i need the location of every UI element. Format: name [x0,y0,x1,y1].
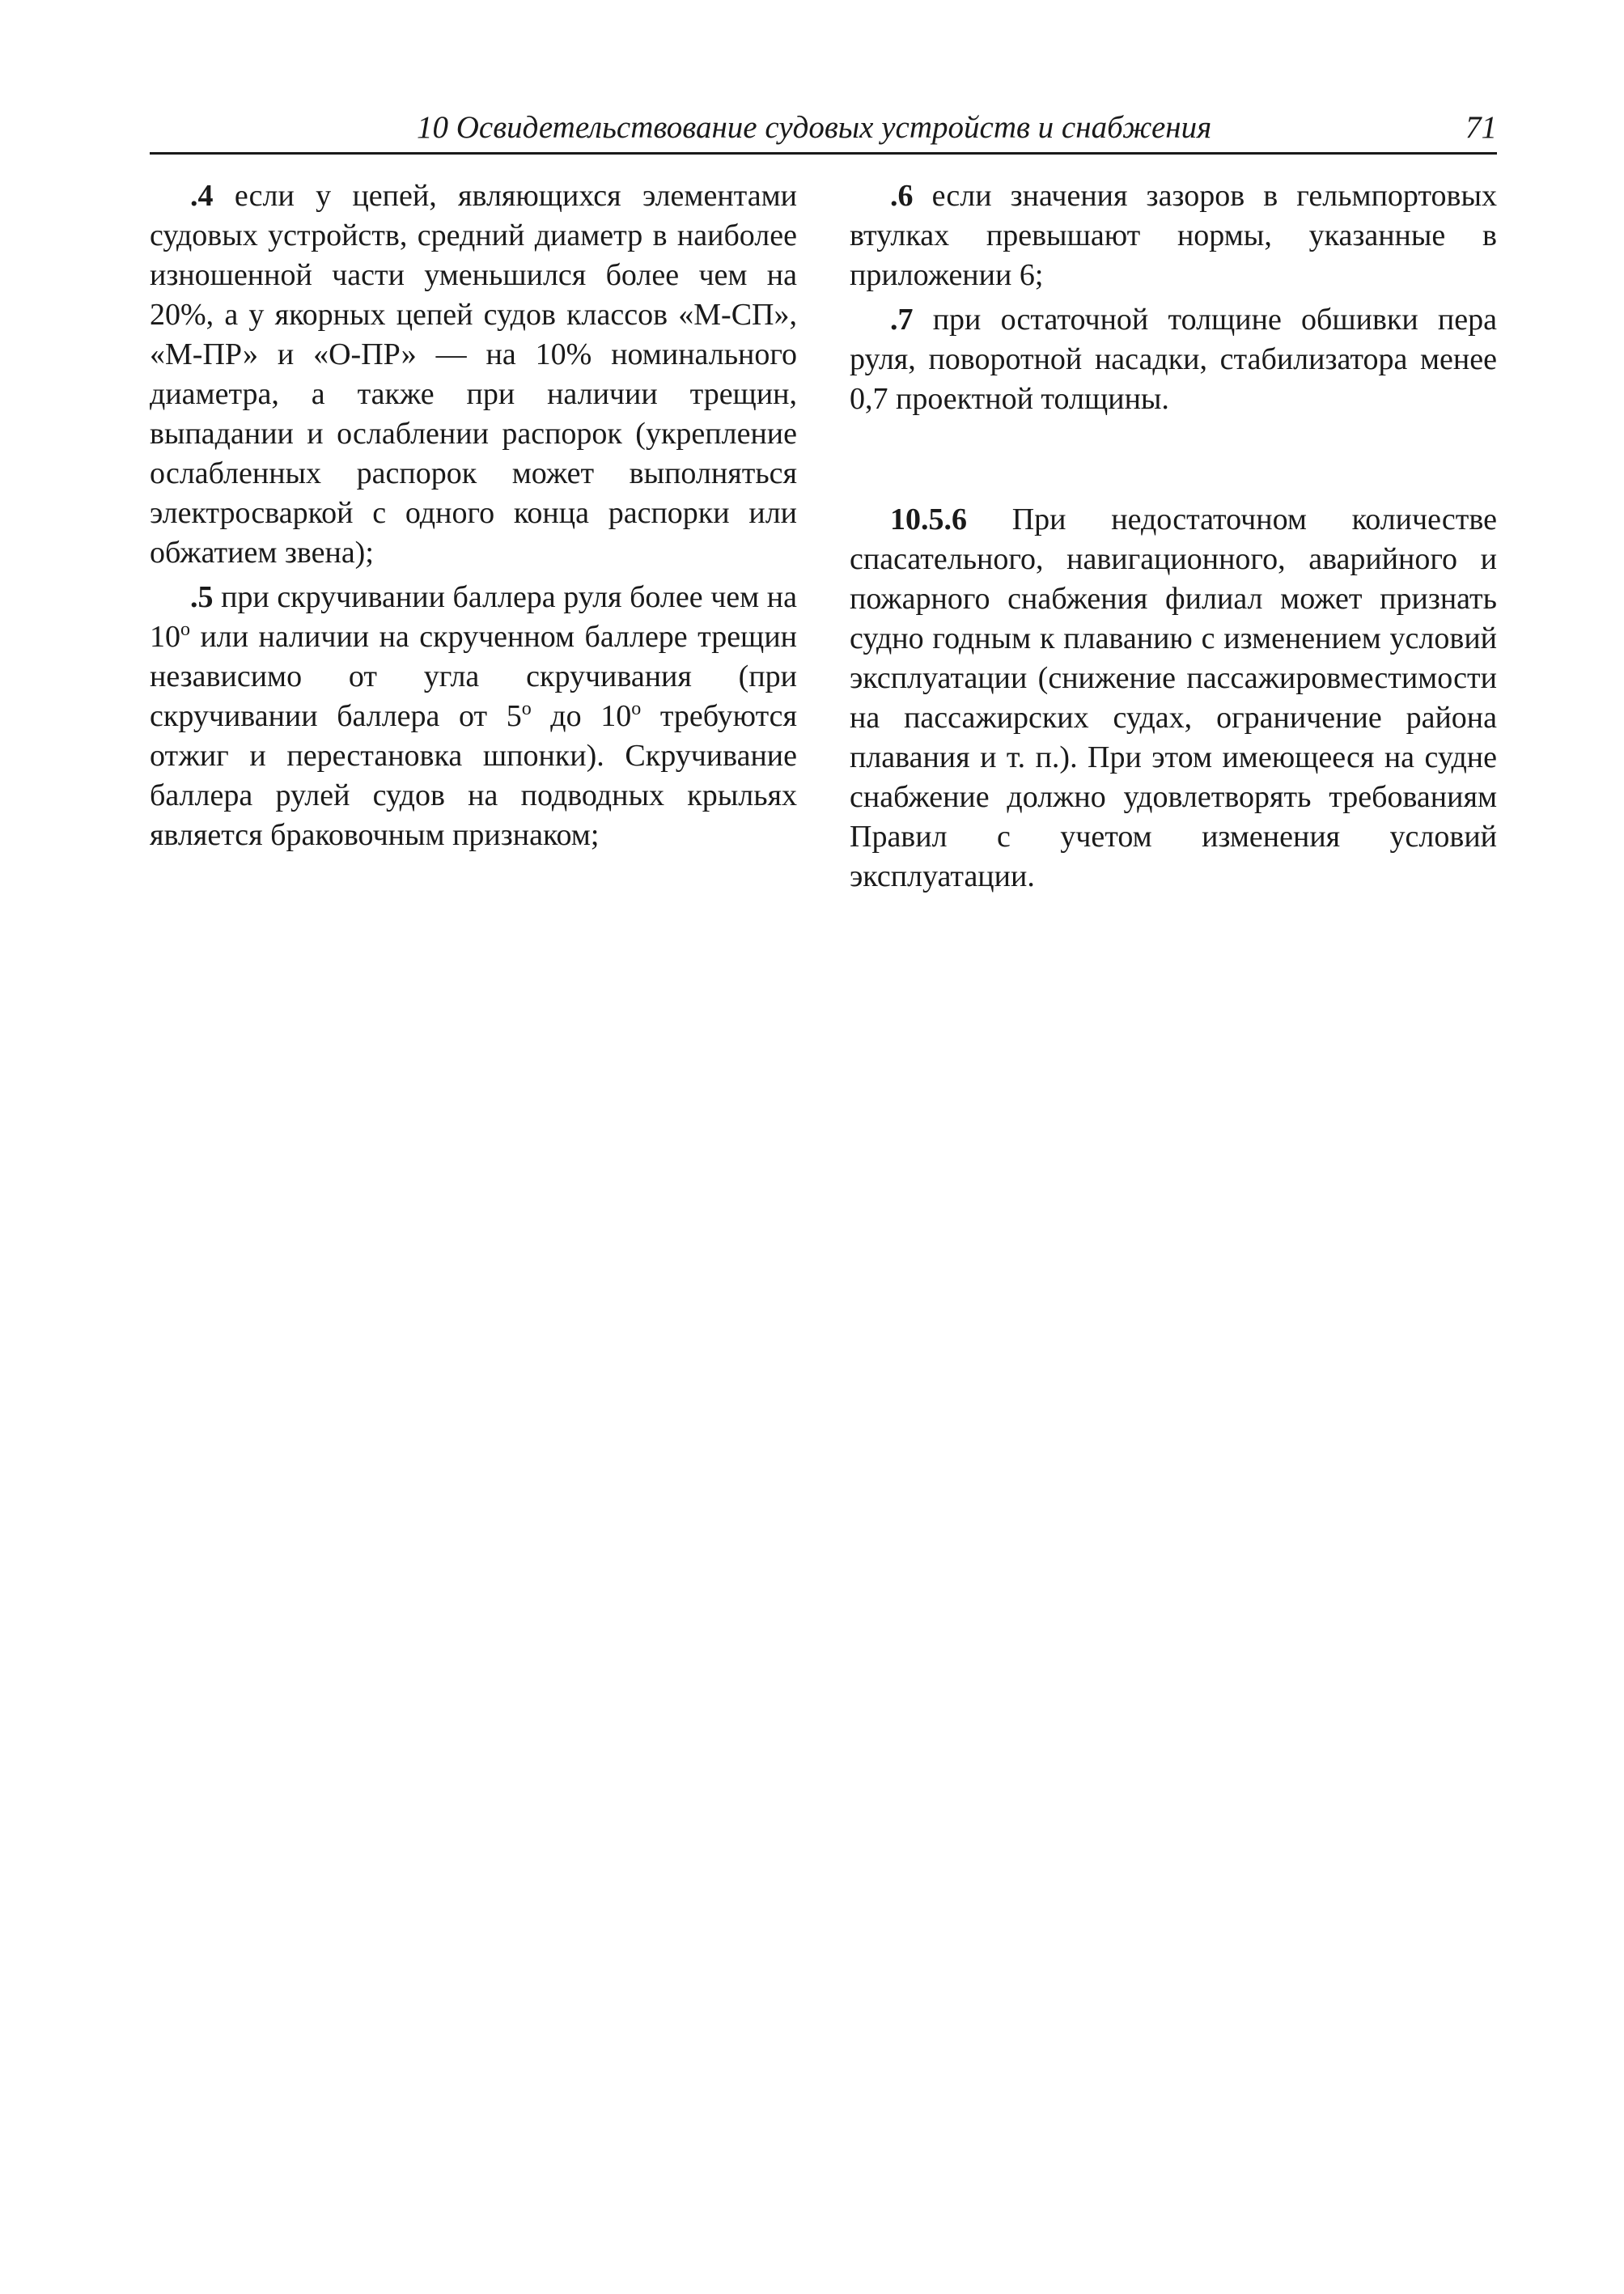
item-number: .4 [190,179,214,213]
item-number: .6 [890,179,914,213]
item-text: требуются отжиг и перестановка шпонки). Скручивание баллера рулей судов на подводных крыльях является браковочным признаком; [150,699,797,852]
section-number: 10.5.6 [890,502,967,536]
paragraph-item-7 [850,300,1497,419]
degree-mark: о [631,698,642,719]
paragraph-item-5 [150,578,797,855]
degree-mark: о [521,698,532,719]
item-text: если значения зазоров в гельмпортовых втулках превышают нормы, указанные в приложении 6; [850,179,1497,292]
page-number: 71 [1465,110,1497,145]
running-header [150,104,1497,155]
paragraph-item-4 [150,176,797,573]
right-column [850,176,1497,901]
left-column [150,176,797,860]
paragraph-item-6 [850,176,1497,295]
item-text: при остаточной толщине обшивки пера руля, поворотной насадки, стабилизатора менее 0,7 проектной толщины. [850,303,1497,416]
item-text: или наличии на скрученном баллере трещин независимо от угла скручивания (при скручивании баллера от 5 [150,620,797,733]
item-text: до 10 [531,699,632,733]
header-title: 10 Освидетельствование судовых устройств и снабжения [417,110,1212,145]
item-number: .7 [890,303,914,337]
degree-mark: о [180,619,190,640]
item-text: при скручивании баллера руля более чем на 10 [150,580,797,654]
paragraph-section-10-5-6 [850,500,1497,897]
section-text: При недостаточном количестве спасательного, навигационного, аварийного и пожарного снабжения филиал может признать судно годным к плаванию с изменением условий эксплуатации (снижение пассажировместимости на пассажирских судах, ограничение района плавания и т. п.). При этом имеющееся на судне снабжение должно удовлетворять требованиям Правил с учетом изменения условий эксплуатации. [850,502,1497,893]
item-text: если у цепей, являющихся элементами судовых устройств, средний диаметр в наиболее изношенной части уменьшился более чем на 20%, а у якорных цепей судов классов «М-СП», «М-ПР» и «О-ПР» — на 10% номинального диаметра, а также при наличии трещин, выпадании и ослаблении распорок (укрепление ослабленных распорок может выполняться электросваркой с одного конца распорки или обжатием звена); [150,179,797,570]
item-number: .5 [190,580,214,614]
